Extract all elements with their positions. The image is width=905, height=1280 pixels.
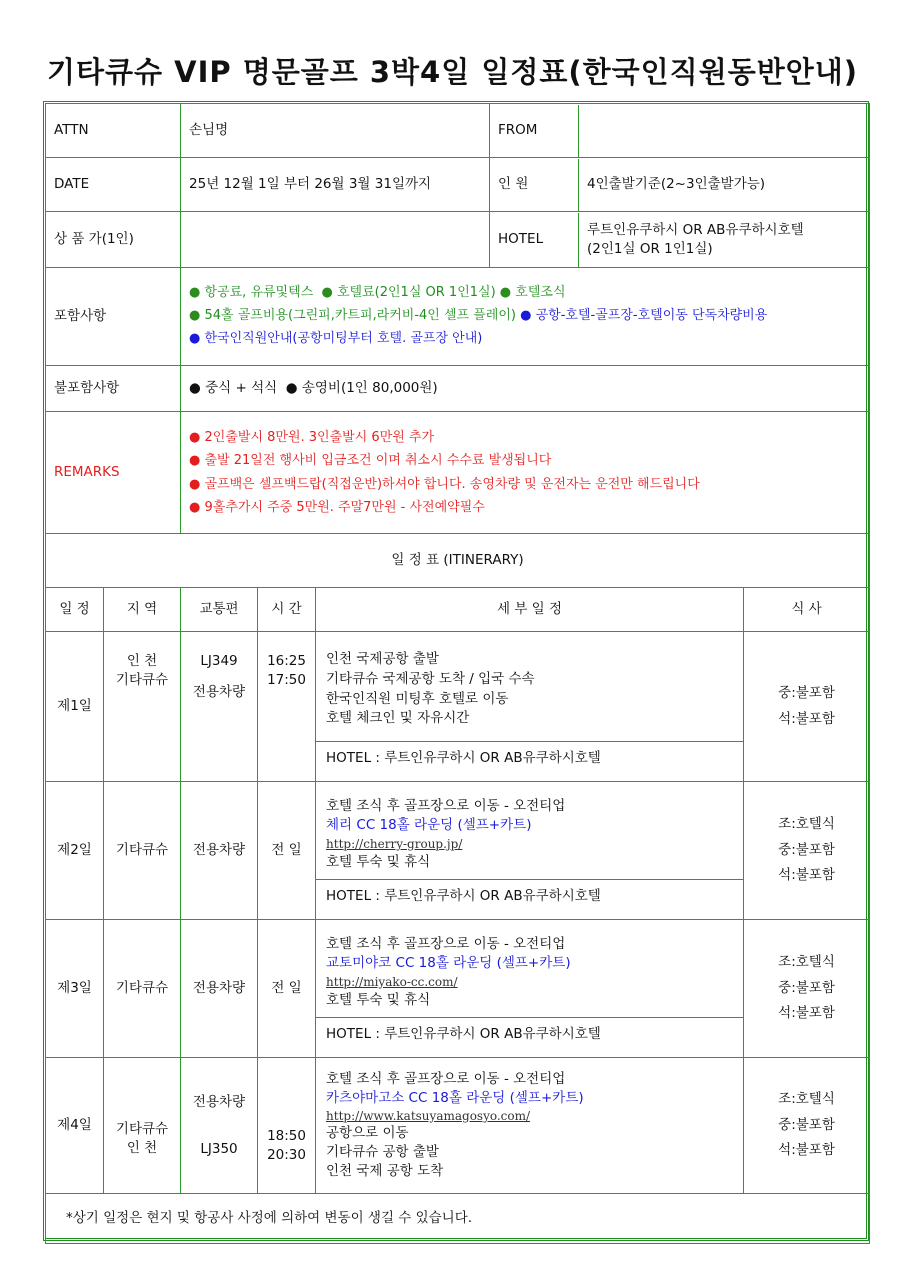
remark-item: 2인출발시 8만원. 3인출발시 6만원 추가 xyxy=(204,429,435,445)
region: 인 천 xyxy=(126,653,158,669)
red-bullet-icon: ● xyxy=(189,429,201,445)
day-label: 제2일 xyxy=(46,782,104,920)
green-bullet-icon: ● xyxy=(321,285,333,301)
detail-line: 공항으로 이동 xyxy=(326,1125,409,1142)
col-day: 일 정 xyxy=(46,588,104,632)
detail-line: 인천 국제 공항 도착 xyxy=(326,1163,444,1180)
meal: 조:호텔식 xyxy=(778,954,835,971)
excluded-transfer: 송영비(1인 80,000원) xyxy=(301,380,438,397)
region: 기타큐슈 xyxy=(104,920,181,1058)
remark-item: 9홀추가시 주중 5만원. 주말7만원 - 사전예약필수 xyxy=(204,499,485,515)
meal: 조:호텔식 xyxy=(778,1091,835,1108)
transport: 전용차량 xyxy=(181,920,258,1058)
included-golf: 54홀 골프비용(그린피,카트피,라커비-4인 셀프 플레이) xyxy=(204,308,516,324)
day-label: 제1일 xyxy=(46,632,104,782)
from-value xyxy=(579,105,870,157)
transport: 전용차량 xyxy=(181,782,258,920)
time: 전 일 xyxy=(258,782,316,920)
red-bullet-icon: ● xyxy=(189,476,201,492)
included-hotel: 호텔료(2인1실 OR 1인1실) xyxy=(336,285,496,301)
date-label: DATE xyxy=(46,158,181,212)
black-bullet-icon: ● xyxy=(189,380,201,397)
attn-value: 손님명 xyxy=(181,104,490,158)
day-label: 제3일 xyxy=(46,920,104,1058)
transport: LJ349 xyxy=(200,653,238,669)
included-label: 포함사항 xyxy=(46,268,181,366)
itinerary-heading: 일 정 표 (ITINERARY) xyxy=(46,534,870,588)
meal: 중:불포함 xyxy=(778,1116,835,1133)
attn-label: ATTN xyxy=(46,104,181,158)
region: 기타큐슈 xyxy=(104,782,181,920)
green-bullet-icon: ● xyxy=(189,308,201,324)
region: 기타큐슈 xyxy=(115,1120,169,1137)
day-row xyxy=(46,632,870,782)
meal: 중:불포함 xyxy=(778,684,835,701)
price-value xyxy=(181,212,490,268)
detail-line: 기타큐슈 공항 출발 xyxy=(326,1144,439,1161)
meal: 석:불포함 xyxy=(778,867,835,884)
golf-course: 교토미야코 CC 18홀 라운딩 (셀프+카트) xyxy=(326,955,571,972)
col-region: 지 역 xyxy=(104,588,181,632)
excluded-label: 불포함사항 xyxy=(46,366,181,412)
hotel-value-line1: 루트인유쿠하시 OR AB유쿠하시호텔 xyxy=(587,222,804,239)
time: 17:50 xyxy=(267,671,306,688)
day-label: 제4일 xyxy=(46,1058,104,1194)
detail-line: 호텔 투숙 및 휴식 xyxy=(326,854,431,871)
day-row xyxy=(46,1058,870,1194)
meal: 중:불포함 xyxy=(778,841,835,858)
col-meals: 식 사 xyxy=(744,588,870,632)
green-bullet-icon: ● xyxy=(499,285,512,301)
hotel-line: HOTEL : 루트인유쿠하시 OR AB유쿠하시호텔 xyxy=(326,1025,601,1042)
meal: 중:불포함 xyxy=(778,979,835,996)
golf-course: 체리 CC 18홀 라운딩 (셀프+카트) xyxy=(326,817,532,834)
transport: 전용차량 xyxy=(192,683,246,700)
schedule-table xyxy=(45,103,870,1244)
meal: 조:호텔식 xyxy=(778,816,835,833)
course-link[interactable]: http://miyako-cc.com/ xyxy=(326,974,458,989)
detail-line: 호텔 체크인 및 자유시간 xyxy=(326,710,470,727)
region: 기타큐슈 xyxy=(115,671,169,688)
date-value: 25년 12월 1일 부터 26월 3월 31일까지 xyxy=(181,158,490,212)
time: 전 일 xyxy=(258,920,316,1058)
red-bullet-icon: ● xyxy=(189,499,201,515)
day-row xyxy=(46,920,870,1058)
detail-line: 호텔 조식 후 골프장으로 이동 - 오전티업 xyxy=(326,935,566,952)
red-bullet-icon: ● xyxy=(189,453,201,469)
itinerary-note: *상기 일정은 현지 및 항공사 사정에 의하여 변동이 생길 수 있습니다. xyxy=(46,1194,870,1244)
course-link[interactable]: http://cherry-group.jp/ xyxy=(326,836,463,851)
col-details: 세 부 일 정 xyxy=(316,588,744,632)
price-label: 상 품 가(1인) xyxy=(46,212,181,268)
hotel-label: HOTEL xyxy=(490,213,579,267)
col-time: 시 간 xyxy=(258,588,316,632)
included-guide: 한국인직원안내(공항미팅부터 호텔. 골프장 안내) xyxy=(204,330,483,346)
people-label: 인 원 xyxy=(490,159,579,211)
detail-line: 한국인직원 미팅후 호텔로 이동 xyxy=(326,690,509,707)
included-breakfast: 호텔조식 xyxy=(515,285,566,301)
included-airfare: 항공료, 유류및텍스 xyxy=(204,285,314,301)
blue-bullet-icon: ● xyxy=(189,330,201,346)
region: 인 천 xyxy=(126,1139,158,1156)
detail-line: 인천 국제공항 출발 xyxy=(326,651,439,668)
remark-item: 골프백은 셀프백드랍(직접운반)하셔야 합니다. 송영차량 및 운전자는 운전만 해드립니다 xyxy=(204,476,700,492)
included-transfer: 공항-호텔-골프장-호텔이동 단독차량비용 xyxy=(535,308,768,324)
remark-item: 출발 21일전 행사비 입금조건 이며 취소시 수수료 발생됩니다 xyxy=(204,453,552,469)
detail-line: 호텔 조식 후 골프장으로 이동 - 오전티업 xyxy=(326,797,566,814)
remarks-label: REMARKS xyxy=(46,412,181,534)
time: 16:25 xyxy=(267,653,306,669)
page-title: 기타큐슈 VIP 명문골프 3박4일 일정표(한국인직원동반안내) xyxy=(46,55,859,89)
hotel-value-line2: (2인1실 OR 1인1실) xyxy=(587,240,713,257)
hotel-line: HOTEL : 루트인유쿠하시 OR AB유쿠하시호텔 xyxy=(326,749,601,766)
detail-line: 호텔 조식 후 골프장으로 이동 - 오전티업 xyxy=(326,1070,566,1087)
blue-bullet-icon: ● xyxy=(520,308,532,324)
transport: LJ350 xyxy=(200,1140,238,1157)
excluded-meals: 중식 + 석식 xyxy=(205,380,278,397)
time: 20:30 xyxy=(267,1146,306,1163)
transport: 전용차량 xyxy=(192,1093,246,1110)
golf-course: 카츠야마고소 CC 18홀 라운딩 (셀프+카트) xyxy=(326,1089,584,1106)
hotel-line: HOTEL : 루트인유쿠하시 OR AB유쿠하시호텔 xyxy=(326,887,601,904)
people-value: 4인출발기준(2~3인출발가능) xyxy=(587,176,766,193)
green-bullet-icon: ● xyxy=(189,285,201,301)
col-transport: 교통편 xyxy=(181,588,258,632)
detail-line: 기타큐슈 국제공항 도착 / 입국 수속 xyxy=(326,670,535,687)
meal: 석:불포함 xyxy=(778,1005,835,1022)
from-label: FROM xyxy=(490,105,579,157)
detail-line: 호텔 투숙 및 휴식 xyxy=(326,992,431,1009)
black-bullet-icon: ● xyxy=(285,380,298,397)
meal: 석:불포함 xyxy=(778,1142,835,1159)
course-link[interactable]: http://www.katsuyamagosyo.com/ xyxy=(326,1108,531,1123)
day-row xyxy=(46,782,870,920)
time: 18:50 xyxy=(267,1127,306,1144)
meal: 석:불포함 xyxy=(778,710,835,727)
